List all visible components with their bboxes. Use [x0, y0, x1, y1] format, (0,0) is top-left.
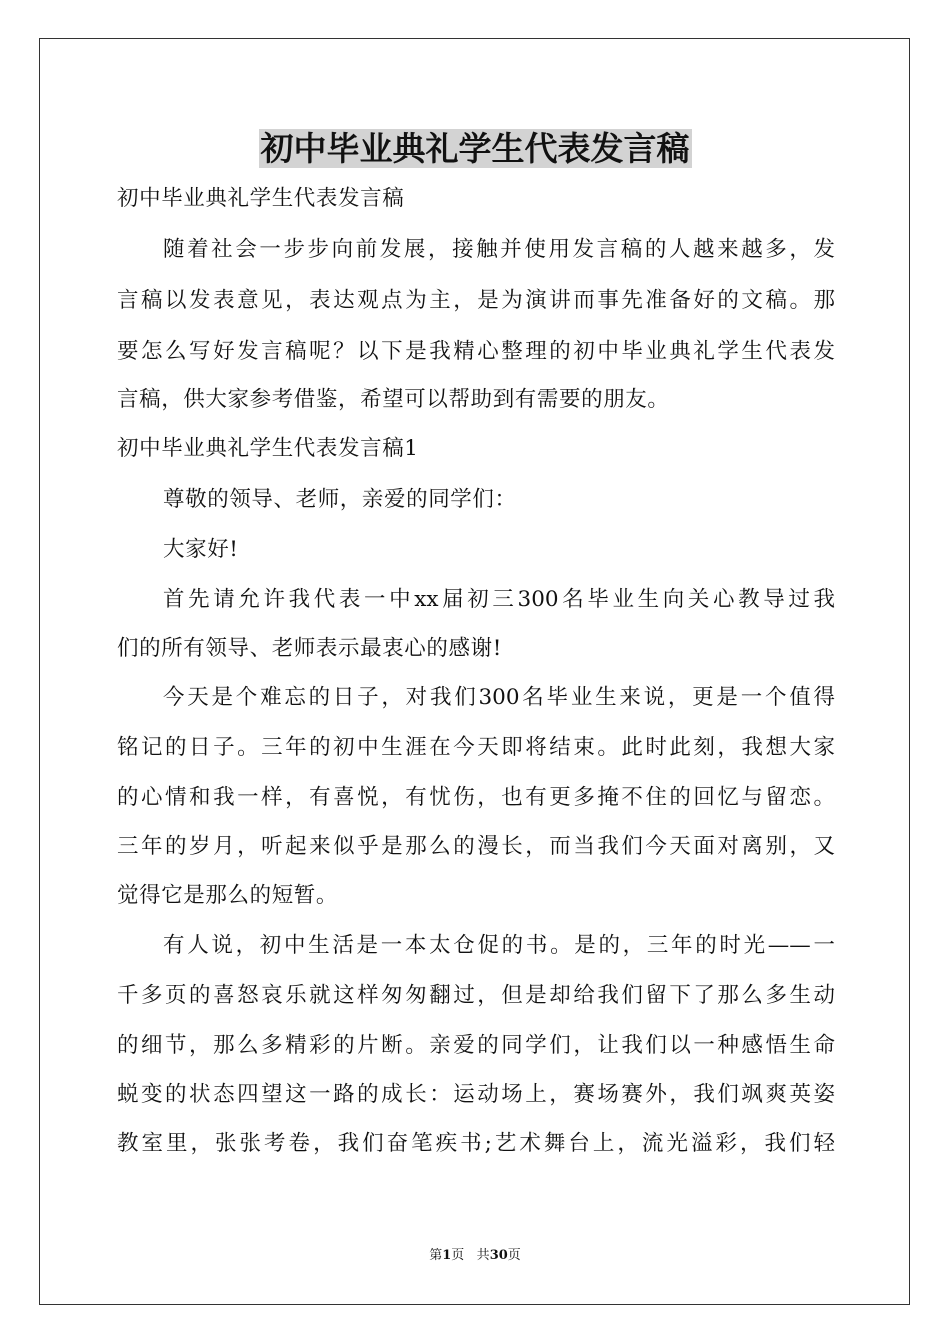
document-title — [0, 125, 950, 173]
body-line: 言稿，供大家参考借鉴，希望可以帮助到有需要的朋友。 — [117, 387, 670, 412]
page-footer — [0, 1247, 950, 1265]
body-line: 首先请允许我代表一中xx届初三300名毕业生向关心教导过我 — [163, 587, 835, 612]
total-prefix: 共 — [476, 1248, 490, 1263]
body-line: 的细节，那么多精彩的片断。亲爱的同学们，让我们以一种感悟生命 — [117, 1033, 835, 1058]
document-title-text: 初中毕业典礼学生代表发言稿 — [260, 129, 690, 168]
body-line: 有人说，初中生活是一本太仓促的书。是的，三年的时光——一 — [163, 933, 835, 958]
body-line: 要怎么写好发言稿呢？以下是我精心整理的初中毕业典礼学生代表发 — [117, 339, 835, 364]
body-line: 尊敬的领导、老师，亲爱的同学们： — [163, 487, 517, 512]
body-line: 言稿以发表意见，表达观点为主，是为演讲而事先准备好的文稿。那 — [117, 288, 835, 313]
body-line: 今天是个难忘的日子，对我们300名毕业生来说，更是一个值得 — [163, 685, 835, 710]
section-heading: 初中毕业典礼学生代表发言稿1 — [117, 436, 419, 461]
total-suffix: 页 — [507, 1248, 521, 1263]
body-line: 铭记的日子。三年的初中生涯在今天即将结束。此时此刻，我想大家 — [117, 735, 835, 760]
page-border — [39, 38, 910, 1305]
page-suffix: 页 — [451, 1248, 465, 1263]
body-line: 的心情和我一样，有喜悦，有忧伤，也有更多掩不住的回忆与留恋。 — [117, 785, 835, 810]
body-line: 觉得它是那么的短暂。 — [117, 883, 339, 908]
page-number: 1 — [442, 1248, 452, 1263]
body-line: 们的所有领导、老师表示最衷心的感谢! — [117, 636, 502, 661]
body-line: 教室里，张张考卷，我们奋笔疾书;艺术舞台上，流光溢彩，我们轻 — [117, 1131, 835, 1156]
body-line: 大家好! — [163, 537, 239, 562]
subtitle-line: 初中毕业典礼学生代表发言稿 — [117, 186, 405, 211]
page-prefix: 第 — [429, 1248, 443, 1263]
total-pages: 30 — [489, 1248, 508, 1263]
body-line: 三年的岁月，听起来似乎是那么的漫长，而当我们今天面对离别，又 — [117, 834, 835, 859]
body-line: 蜕变的状态四望这一路的成长：运动场上，赛场赛外，我们飒爽英姿 — [117, 1082, 835, 1107]
body-line: 随着社会一步步向前发展，接触并使用发言稿的人越来越多，发 — [163, 237, 835, 262]
body-line: 千多页的喜怒哀乐就这样匆匆翻过，但是却给我们留下了那么多生动 — [117, 983, 835, 1008]
